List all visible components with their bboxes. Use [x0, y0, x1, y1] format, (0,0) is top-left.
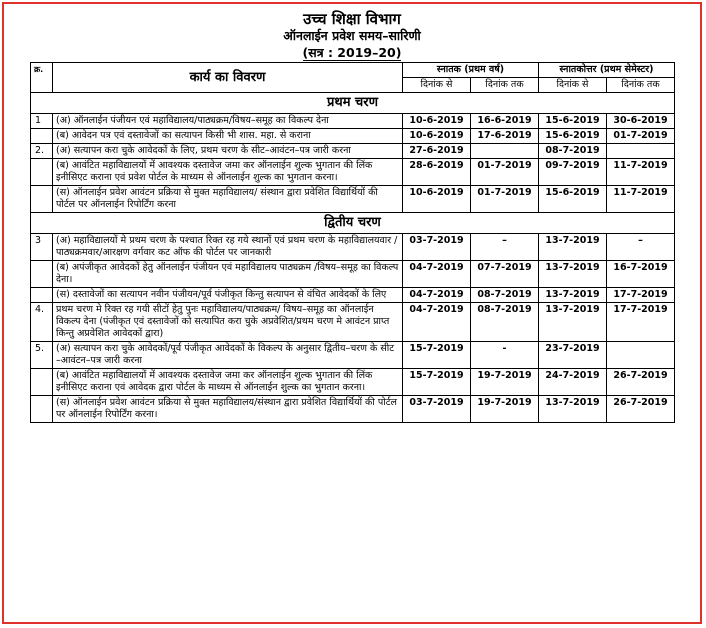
ug-to-date: 08-7-2019 — [471, 288, 539, 303]
row-number — [31, 129, 53, 144]
pg-to-date: 26-7-2019 — [607, 369, 675, 396]
row-description: (ब) अपंजीकृत आवेदकों हेतु ऑनलाईन पंजीयन एवं महाविद्यालय पाठ्यक्रम /विषय–समूह का विकल्प देना। — [53, 261, 403, 288]
row-number — [31, 369, 53, 396]
header-ug-from: दिनांक से — [403, 78, 471, 93]
pg-from-date: 13-7-2019 — [539, 288, 607, 303]
pg-to-date: 26-7-2019 — [607, 396, 675, 423]
table-row — [31, 261, 675, 288]
pg-from-date: 13-7-2019 — [539, 396, 607, 423]
header-pg-to: दिनांक तक — [607, 78, 675, 93]
row-description: (ब) आवेदन पत्र एवं दस्तावेजों का सत्यापन किसी भी शास. महा. से कराना — [53, 129, 403, 144]
ug-from-date: 04-7-2019 — [403, 261, 471, 288]
row-number — [31, 186, 53, 213]
pg-to-date: 17-7-2019 — [607, 303, 675, 342]
row-description: (स) दस्तावेजों का सत्यापन नवीन पंजीयन/पूर्व पंजीकृत किन्तु सत्यापन से वंचित आवेदकों के लिए — [53, 288, 403, 303]
table-row — [31, 114, 675, 129]
row-description: (ब) आवंटित महाविद्यालयों में आवश्यक दस्तावेज जमा कर ऑनलाईन शुल्क भुगतान की लिंक इनीसिएट कराना एवं आवेदक द्वारा पोर्टल के माध्यम से ऑनलाईन शुल्क का भुगतान करना। — [53, 369, 403, 396]
ug-to-date: – — [471, 234, 539, 261]
ug-from-date: 10-6-2019 — [403, 186, 471, 213]
pg-to-date — [607, 144, 675, 159]
table-row — [31, 186, 675, 213]
header-ug-to: दिनांक तक — [471, 78, 539, 93]
row-description: (अ) ऑनलाईन पंजीयन एवं महाविद्यालय/पाठ्यक्रम/विषय–समूह का विकल्प देना — [53, 114, 403, 129]
ug-from-date: 04-7-2019 — [403, 303, 471, 342]
pg-to-date: 11-7-2019 — [607, 159, 675, 186]
row-number — [31, 288, 53, 303]
ug-to-date: 16-6-2019 — [471, 114, 539, 129]
schedule-subtitle: ऑनलाईन प्रवेश समय–सारिणी — [283, 28, 421, 43]
row-description: (अ) सत्यापन करा चुके आवेदकों/पूर्व पंजीकृत आवेदकों के विकल्प के अनुसार द्वितीय–चरण के सीट –आवंटन–पत्र जारी करना — [53, 342, 403, 369]
row-description: (स) ऑनलाईन प्रवेश आवंटन प्रक्रिया से मुक्त महाविद्यालय/संस्थान द्वारा प्रवेशित विद्यार्थियों की पोर्टल पर ऑनलाईन रिपोर्टिंग करना। — [53, 396, 403, 423]
pg-to-date: 17-7-2019 — [607, 288, 675, 303]
ug-to-date: 19-7-2019 — [471, 369, 539, 396]
table-row — [31, 396, 675, 423]
ug-to-date: - — [471, 342, 539, 369]
table-row — [31, 234, 675, 261]
pg-to-date: 16-7-2019 — [607, 261, 675, 288]
ug-from-date: 03-7-2019 — [403, 234, 471, 261]
row-number — [31, 396, 53, 423]
table-row — [31, 369, 675, 396]
pg-from-date: 09-7-2019 — [539, 159, 607, 186]
row-description: (अ) महाविद्यालयों मे प्रथम चरण के पश्चात रिक्त रह गये स्थानों एवं प्रथम चरण के महाविद्यालयवार /पाठ्यक्रमवार/आरक्षण वर्गवार कट ऑफ की पोर्टल पर जानकारी — [53, 234, 403, 261]
row-number: 2. — [31, 144, 53, 159]
row-description: (अ) सत्यापन करा चुके आवेदकों के लिए, प्रथम चरण के सीट–आवंटन–पत्र जारी करना — [53, 144, 403, 159]
pg-from-date: 23-7-2019 — [539, 342, 607, 369]
header-pg: स्नातकोत्तर (प्रथम सेमेस्टर) — [539, 63, 675, 78]
header-description: कार्य का विवरण — [53, 63, 403, 93]
table-row — [31, 342, 675, 369]
table-row — [31, 303, 675, 342]
ug-to-date: 01-7-2019 — [471, 186, 539, 213]
pg-from-date: 08-7-2019 — [539, 144, 607, 159]
pg-to-date: 01-7-2019 — [607, 129, 675, 144]
ug-to-date — [471, 144, 539, 159]
row-number — [31, 159, 53, 186]
row-number: 1 — [31, 114, 53, 129]
ug-from-date: 10-6-2019 — [403, 129, 471, 144]
table-row — [31, 144, 675, 159]
pg-from-date: 15-6-2019 — [539, 114, 607, 129]
row-description: (स) ऑनलाईन प्रवेश आवंटन प्रक्रिया से मुक्त महाविद्यालय/ संस्थान द्वारा प्रवेशित विद्यार्थियों की पोर्टल पर ऑनलाईन रिपोर्टिंग करना — [53, 186, 403, 213]
header-pg-from: दिनांक से — [539, 78, 607, 93]
schedule-table — [30, 62, 675, 423]
pg-from-date: 15-6-2019 — [539, 186, 607, 213]
ug-from-date: 10-6-2019 — [403, 114, 471, 129]
ug-to-date: 08-7-2019 — [471, 303, 539, 342]
pg-from-date: 13-7-2019 — [539, 234, 607, 261]
row-number: 5. — [31, 342, 53, 369]
header-ug: स्नातक (प्रथम वर्ष) — [403, 63, 539, 78]
row-description: प्रथम चरण मे रिक्त रह गयी सीटों हेतु पुनः महाविद्यालय/पाठ्यक्रम/ विषय–समूह का ऑनलाईन विकल्प देना (पंजीकृत एवं दस्तावेजों को सत्यापित करा चुके अप्रवेशित/प्रथम चरण मे आवंटन प्राप्त किन्तु अप्रवेशित आवेदकों द्वारा) — [53, 303, 403, 342]
ug-from-date: 03-7-2019 — [403, 396, 471, 423]
ug-from-date: 28-6-2019 — [403, 159, 471, 186]
schedule-body — [31, 93, 675, 423]
pg-to-date: 11-7-2019 — [607, 186, 675, 213]
phase1-title: प्रथम चरण — [31, 93, 675, 114]
document-frame — [2, 2, 702, 624]
department-title: उच्च शिक्षा विभाग — [303, 10, 401, 28]
ug-to-date: 07-7-2019 — [471, 261, 539, 288]
row-description: (ब) आवंटित महाविद्यालयों में आवश्यक दस्तावेज जमा कर ऑनलाईन शुल्क भुगतान की लिंक इनीसिएट कराना एवं प्रवेश पोर्टल के माध्यम से ऑनलाईन शुल्क का भुगतान करना। — [53, 159, 403, 186]
session-label: (सत्र : 2019–20) — [302, 45, 402, 60]
ug-from-date: 15-7-2019 — [403, 369, 471, 396]
pg-from-date: 13-7-2019 — [539, 303, 607, 342]
pg-to-date — [607, 342, 675, 369]
pg-from-date: 15-6-2019 — [539, 129, 607, 144]
ug-from-date: 15-7-2019 — [403, 342, 471, 369]
ug-to-date: 01-7-2019 — [471, 159, 539, 186]
phase2-heading-row — [31, 213, 675, 234]
table-row — [31, 288, 675, 303]
ug-from-date: 27-6-2019 — [403, 144, 471, 159]
ug-to-date: 17-6-2019 — [471, 129, 539, 144]
ug-from-date: 04-7-2019 — [403, 288, 471, 303]
table-row — [31, 159, 675, 186]
pg-to-date: – — [607, 234, 675, 261]
phase1-heading-row — [31, 93, 675, 114]
table-row — [31, 129, 675, 144]
ug-to-date: 19-7-2019 — [471, 396, 539, 423]
pg-from-date: 24-7-2019 — [539, 369, 607, 396]
header-kr: क्र. — [31, 63, 53, 93]
row-number: 4. — [31, 303, 53, 342]
row-number: 3 — [31, 234, 53, 261]
pg-to-date: 30-6-2019 — [607, 114, 675, 129]
row-number — [31, 261, 53, 288]
pg-from-date: 13-7-2019 — [539, 261, 607, 288]
phase2-title: द्वितीय चरण — [31, 213, 675, 234]
